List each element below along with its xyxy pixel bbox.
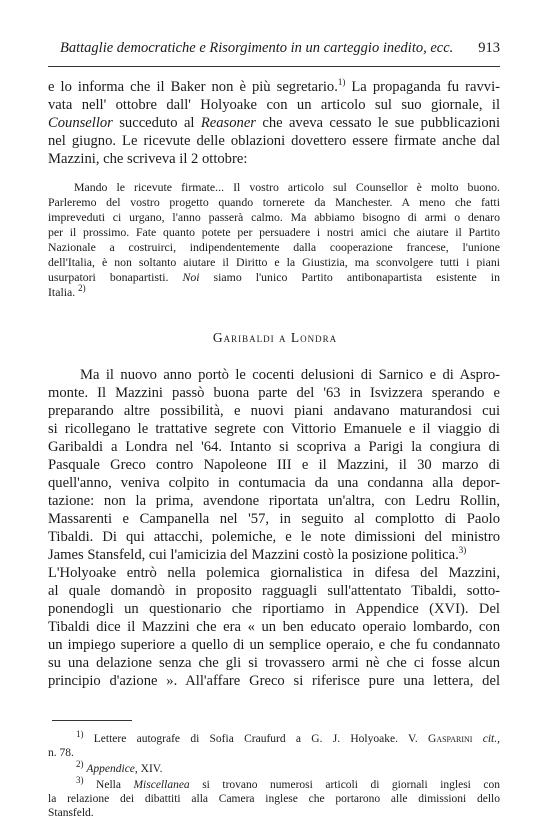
- body-line: Tibaldi dice il Mazzini che era « un ben educato operaio lombardo, con: [48, 619, 500, 635]
- text-run: siamo l'unico Partito antibonapartista esistente in: [199, 270, 500, 284]
- header-rule: [48, 66, 500, 67]
- footnote-mark: 1): [76, 729, 84, 740]
- text-run: La propaganda fu ravvi-: [345, 79, 500, 95]
- body-line: Massarenti e Campanella nel '57, in seguito al complotto di Paolo: [48, 511, 500, 527]
- body-line: tazione: non la prima, avendone riportata un'altra, con Ledru Rollin,: [48, 493, 500, 509]
- emphasis: Noi: [182, 270, 200, 284]
- text-run: usurpatori bonapartisti.: [48, 270, 183, 284]
- text-run: e lo informa che il Baker non è più segretario.: [48, 79, 338, 95]
- author-name: Gasparini: [428, 733, 473, 745]
- text-run: succeduto al: [112, 115, 201, 131]
- body-line: un impiego superiore a quello di un semplice operaio, e che fu condannato: [48, 637, 500, 653]
- quote-line: [48, 285, 500, 299]
- footnote-2: [76, 759, 500, 776]
- intro-line: [48, 78, 500, 96]
- footnote-ref: 1): [337, 77, 346, 88]
- footnote-3-cont: la relazione dei dibattiti alla Camera inglese che portarono alle dimissioni dello: [48, 793, 500, 805]
- footnote-ref: 2): [78, 283, 86, 294]
- body-line: su una delazione senza che gli si trovassero armi nè che ci fosse alcun: [48, 655, 500, 671]
- quote-line: Parleremo del vostro progetto quando tornerete da Manchester. A meno che fatti: [48, 195, 500, 209]
- footnote-text: Appendice: [86, 763, 135, 775]
- intro-line: Mazzini, che scriveva il 2 ottobre:: [48, 151, 248, 167]
- footnote-text: Nella: [96, 779, 134, 791]
- body-line: Pasquale Greco contro Napoleone III e il Mazzini, il 30 marzo di: [48, 457, 500, 473]
- footnote-3: [76, 775, 501, 792]
- body-line: monte. Il Mazzini passò buona parte del '63 in Isvizzera sperando e: [48, 385, 500, 401]
- quote-line: dell'Italia, è non soltanto aiutare il Diritto e la Giustizia, ma sconvolgere tutti i piani: [48, 255, 500, 269]
- footnote-mark: 3): [76, 775, 84, 786]
- intro-line: vata nell' ottobre dall' Holyoake con un articolo sul suo giornale, il: [48, 97, 500, 113]
- intro-line: [48, 114, 500, 132]
- body-line: si ricollegano le trattative segrete con Vittorio Emanuele e il viaggio di: [48, 421, 500, 437]
- footnote-3-cont: Stansfeld.: [48, 807, 94, 819]
- journal-title: Reasoner: [200, 115, 256, 131]
- footnote-text: Lettere autografe di Sofia Craufurd a G. J. Holyoake. V.: [93, 733, 418, 745]
- body-line: Tibaldi. Di qui attacchi, polemiche, e le note dimissioni del ministro: [48, 529, 500, 545]
- text-run: che aveva cessato le sue pubblicazioni: [255, 115, 500, 131]
- text-run: Italia.: [48, 285, 79, 299]
- body-line: preparando altre possibilità, e nuovi piani andavano maturandosi cui: [48, 403, 500, 419]
- quote-line: Nazionale a costruirci, indipendentemente dalla cooperazione francese, l'unione: [48, 240, 500, 254]
- journal-title: Counsellor: [48, 115, 113, 131]
- body-line: L'Holyoake entrò nella polemica giornalistica in difesa del Mazzini,: [48, 565, 500, 581]
- body-line: principio d'azione ». All'affare Greco si riferisce pure una lettera, del: [48, 673, 500, 689]
- page-number: 913: [478, 40, 500, 56]
- footnote-mark: 2): [76, 759, 84, 770]
- quote-line: [48, 270, 500, 284]
- footnote-text: si trovano numerosi articoli di giornali inglesi con: [189, 779, 501, 791]
- running-head: [48, 40, 500, 60]
- intro-line: nel giugno. Le ricevute delle oblazioni dovettero essere firmate anche dal: [48, 133, 500, 149]
- footnote-text: cit.,: [482, 733, 500, 745]
- quote-line: Mando le ricevute firmate... Il vostro articolo sul Counsellor è molto buono.: [74, 180, 500, 194]
- section-heading: Garibaldi a Londra: [212, 330, 338, 345]
- footnote-ref: 3): [458, 545, 467, 556]
- quote-line: impreveduti ci urgano, l'anno passerà calmo. Ma abbiamo bisogno di armi o denaro: [48, 210, 500, 224]
- footnote-rule: [52, 720, 132, 721]
- body-line: quell'anno, veniva colpito in contumacia da una condanna alla depor-: [48, 475, 500, 491]
- body-line: Ma il nuovo anno portò le cocenti delusioni di Sarnico e di Aspro-: [80, 367, 500, 383]
- running-head-title: Battaglie democratiche e Risorgimento in un carteggio inedito, ecc.: [60, 40, 454, 56]
- body-line: al quale domandò in proposito ragguagli sull'attentato Tibaldi, sotto-: [48, 583, 500, 599]
- footnote-text: , XIV.: [134, 763, 163, 775]
- body-line: ponendogli un questionario che riportiamo in Appendice (XVI). Del: [48, 601, 500, 617]
- footnote-1: [76, 729, 500, 746]
- footnote-1-cont: n. 78.: [48, 747, 74, 759]
- body-line: [48, 546, 500, 564]
- footnote-text: Miscellanea: [133, 779, 190, 791]
- text-run: James Stansfeld, cui l'amicizia del Mazzini costò la posizione politica.: [48, 547, 459, 563]
- body-line: Garibaldi a Londra nel '64. Intanto si scopriva a Parigi la congiura di: [48, 439, 500, 455]
- quote-line: per il prossimo. Fate quanto potete per persuadere i nostri amici che aiutare il Partito: [48, 225, 500, 239]
